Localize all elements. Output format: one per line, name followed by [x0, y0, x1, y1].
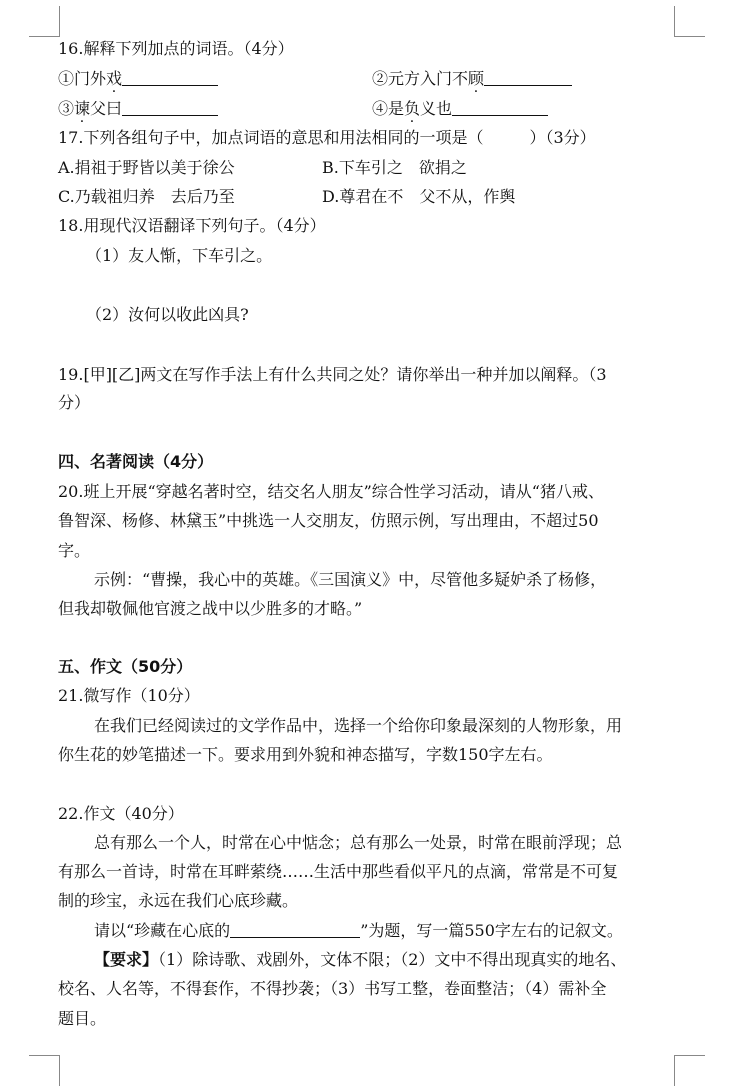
q16-item-2: ②元方入门不顾 [372, 68, 572, 90]
section-5-title: 五、作文（50分） [58, 657, 193, 676]
q17-option-d: D.尊君在不 父不从，作舆 [322, 187, 516, 206]
q18-stem: 18.用现代汉语翻译下列句子。（4分） [58, 216, 326, 235]
q17-option-c: C.乃载祖归养 去后乃至 [58, 187, 235, 206]
q16-row-1 [58, 68, 670, 90]
q16-item-1: ①门外戏 [58, 69, 123, 88]
crop-mark-top-right [674, 6, 705, 37]
q17-option-a: A.捐祖于野皆以美于徐公 [58, 158, 235, 177]
q22-requirements-line-2: 校名、人名等，不得套作，不得抄袭；（3）书写工整，卷面整洁；（4）需补全 [58, 979, 607, 998]
q22-requirements-line-1: 【要求】（1）除诗歌、戏剧外，文体不限；（2）文中不得出现真实的地名、 [94, 950, 627, 969]
q18-sentence-2: （2）汝何以收此凶具? [86, 305, 249, 324]
q17-row-1 [58, 157, 670, 179]
q19-line-2: 分） [58, 393, 91, 412]
answer-blank[interactable] [452, 99, 548, 116]
q21-line-1: 在我们已经阅读过的文学作品中，选择一个给你印象最深刻的人物形象，用 [94, 716, 623, 735]
crop-mark-bottom-left [29, 1055, 60, 1086]
q17-stem: 17.下列各组句子中，加点词语的意思和用法相同的一项是（ ）（3分） [58, 128, 596, 147]
crop-mark-top-left [29, 6, 60, 37]
q22-title: 22.作文（40分） [58, 804, 184, 823]
q17-option-b: B.下车引之 欲捐之 [322, 158, 467, 177]
q18-sentence-1: （1）友人惭，下车引之。 [86, 246, 273, 265]
q20-line-1: 20.班上开展“穿越名著时空，结交名人朋友”综合性学习活动，请从“猪八戒、 [58, 482, 604, 501]
q16-item-4: ④是负义也 [372, 98, 548, 120]
q20-line-2: 鲁智深、杨修、林黛玉”中挑选一人交朋友，仿照示例，写出理由，不超过50 [58, 511, 599, 530]
q21-title: 21.微写作（10分） [58, 686, 200, 705]
q19-line-1: 19.[甲][乙]两文在写作手法上有什么共同之处？请你举出一种并加以阐释。（3 [58, 365, 607, 384]
answer-blank[interactable] [122, 99, 218, 116]
answer-blank[interactable] [484, 69, 572, 86]
q22-line-2: 有那么一首诗，时常在耳畔萦绕……生活中那些看似平凡的点滴，常常是不可复 [58, 862, 619, 881]
q16-row-2 [58, 98, 670, 120]
q22-requirements-line-3: 题目。 [58, 1009, 107, 1028]
q22-line-3: 制的珍宝，永远在我们心底珍藏。 [58, 891, 299, 910]
q20-example-line-2: 但我却敬佩他官渡之战中以少胜多的才略。” [58, 599, 363, 618]
q22-prompt: 请以“珍藏在心底的 ”为题，写一篇550字左右的记叙文。 [94, 921, 623, 940]
answer-blank[interactable] [122, 69, 218, 86]
q16-stem: 16.解释下列加点的词语。（4分） [58, 39, 294, 58]
crop-mark-bottom-right [674, 1055, 705, 1086]
title-blank[interactable] [230, 921, 360, 938]
section-4-title: 四、名著阅读（4分） [58, 452, 214, 471]
q20-example-line-1: 示例：“曹操，我心中的英雄。《三国演义》中，尽管他多疑妒杀了杨修， [94, 570, 607, 589]
q22-line-1: 总有那么一个人，时常在心中惦念；总有那么一处景，时常在眼前浮现；总 [94, 833, 623, 852]
q20-line-3: 字。 [58, 541, 91, 560]
requirements-label: 【要求】 [94, 950, 159, 969]
q21-line-2: 你生花的妙笔描述一下。要求用到外貌和神态描写，字数150字左右。 [58, 745, 553, 764]
q16-item-3: ③谏父曰 [58, 99, 123, 118]
q17-row-2 [58, 186, 670, 208]
